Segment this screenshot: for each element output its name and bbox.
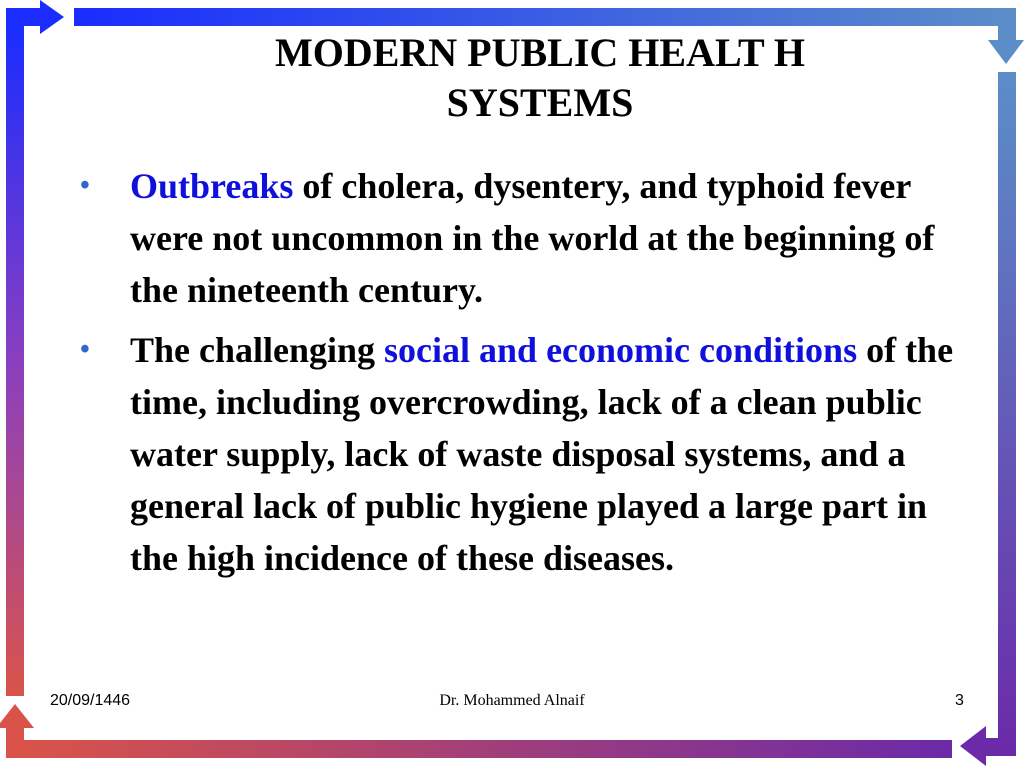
bullet-text-after: of the time, including overcrowding, lack of a clean public water supply, lack of waste disposal systems, and a general lack of public hygiene played a large part in the high incidence of these diseases.: [130, 330, 954, 578]
bullet-highlight: Outbreaks: [130, 166, 294, 206]
slide-title: [180, 28, 900, 128]
slide-title-line-1: MODERN PUBLIC HEALT H: [274, 30, 806, 75]
bullet-dot-icon: •: [80, 170, 90, 201]
bullet-highlight: social and economic conditions: [384, 330, 858, 370]
footer-author: Dr. Mohammed Alnaif: [439, 692, 585, 709]
bullet-list: [76, 160, 966, 592]
left-arrow-bar: [6, 0, 64, 696]
footer-page-number: 3: [955, 692, 964, 709]
bullet-text: of cholera, dysentery, and typhoid fever were not uncommon in the world at the beginning of the nineteenth century.: [130, 166, 935, 310]
bullet-dot-icon: •: [80, 334, 90, 365]
right-arrow-bar: [960, 72, 1016, 766]
bullet-text-before: The challenging: [130, 330, 385, 370]
bullet-item: [76, 160, 966, 316]
bullet-item: [76, 324, 966, 584]
footer-date: 20/09/1446: [50, 692, 131, 709]
slide-title-line-2: SYSTEMS: [446, 80, 634, 125]
bottom-arrow-bar: [0, 704, 952, 758]
